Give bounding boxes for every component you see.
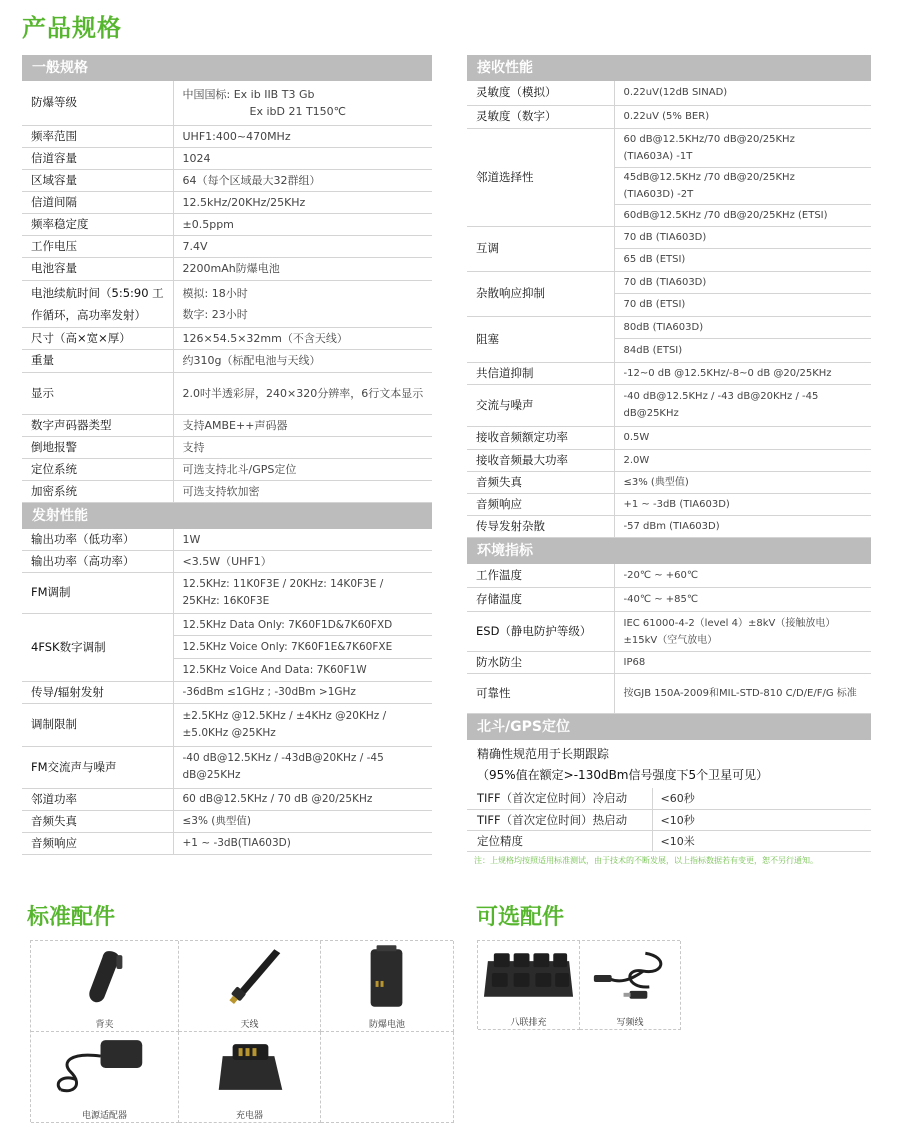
spec-label: 邻道选择性 — [467, 128, 614, 226]
table-row — [22, 436, 432, 458]
spec-label: FM调制 — [22, 572, 173, 613]
table-row — [22, 81, 432, 125]
spec-value: IP68 — [614, 652, 871, 674]
table-row — [22, 703, 432, 746]
spec-value — [173, 81, 432, 125]
spec-label: TIFF（首次定位时间）热启动 — [467, 809, 652, 830]
spec-value: 2200mAh防爆电池 — [173, 257, 432, 280]
programming-cable-icon — [580, 941, 680, 1011]
spec-value-line: 中国国标: Ex ib IIB T3 Gb — [182, 87, 315, 101]
spec-value: -40 dB@12.5KHz / -43dB@20KHz / -45 dB@25KHz — [173, 746, 432, 788]
spec-label: 灵敏度（模拟） — [467, 81, 614, 105]
spec-label: 杂散响应抑制 — [467, 271, 614, 316]
spec-value-line: 12.5KHz Voice Only: 7K60F1E&7K60FXE — [174, 636, 433, 659]
spec-value: 7.4V — [173, 235, 432, 257]
table-row — [22, 613, 432, 681]
table-row — [22, 372, 432, 414]
spec-label: 倒地报警 — [22, 436, 173, 458]
spec-value: -57 dBm (TIA603D) — [614, 515, 871, 537]
optional-accessories-grid — [477, 940, 680, 1029]
spec-value: 可选支持软加密 — [173, 480, 432, 502]
spec-value: <10米 — [652, 830, 871, 851]
accessory-antenna — [179, 941, 321, 1032]
table-row — [22, 746, 432, 788]
table-row — [467, 788, 871, 809]
accessory-battery — [321, 941, 454, 1032]
spec-value: 12.5kHz/20KHz/25KHz — [173, 191, 432, 213]
spec-value: -40 dB@12.5KHz / -43 dB@20KHz / -45 dB@25KHz — [614, 384, 871, 426]
spec-value-line: 模拟: 18小时 — [182, 286, 248, 300]
spec-value-line: 70 dB (TIA603D) — [615, 227, 872, 249]
table-row — [22, 681, 432, 703]
spec-value: <10秒 — [652, 809, 871, 830]
table-row — [467, 271, 871, 316]
spec-label: 共信道抑制 — [467, 362, 614, 384]
spec-value-line: 60 dB@12.5KHz/70 dB@20/25KHz (TIA603A) -1T — [615, 129, 872, 168]
belt-clip-icon — [31, 941, 178, 1011]
table-row — [467, 426, 871, 449]
spec-label: 互调 — [467, 226, 614, 271]
spec-label: 数字声码器类型 — [22, 414, 173, 436]
table-row — [467, 809, 871, 830]
table-row — [467, 105, 871, 128]
spec-value — [173, 613, 432, 681]
spec-value-line: 数字: 23小时 — [182, 307, 248, 321]
accessory-power-adapter — [31, 1032, 179, 1123]
spec-value — [614, 226, 871, 271]
table-row — [467, 362, 871, 384]
spec-label: 音频失真 — [22, 810, 173, 832]
environment-specs-heading: 环境指标 — [467, 538, 871, 564]
accessory-charger — [179, 1032, 321, 1123]
spec-value: -40℃ ~ +85℃ — [614, 588, 871, 612]
spec-value: 1W — [173, 529, 432, 551]
spec-label: 接收音频最大功率 — [467, 449, 614, 471]
spec-label: 阻塞 — [467, 316, 614, 362]
table-row — [22, 810, 432, 832]
spec-value: 1024 — [173, 147, 432, 169]
table-row — [22, 257, 432, 280]
optional-accessories-title: 可选配件 — [476, 905, 565, 930]
spec-value: 64（每个区域最大32群组） — [173, 169, 432, 191]
spec-label: 存储温度 — [467, 588, 614, 612]
table-row — [22, 480, 432, 502]
accessory-belt-clip — [31, 941, 179, 1032]
table-row — [467, 384, 871, 426]
left-column — [22, 55, 432, 855]
gps-specs-table — [467, 788, 871, 852]
accessory-empty-slot — [321, 1032, 454, 1123]
accessory-multi-charger — [478, 941, 580, 1030]
spec-value — [614, 128, 871, 226]
table-row — [22, 213, 432, 235]
spec-value-line: 12.5KHz Voice And Data: 7K60F1W — [182, 663, 367, 676]
table-row — [22, 191, 432, 213]
spec-label: 交流与噪声 — [467, 384, 614, 426]
general-specs-table — [22, 81, 432, 503]
table-row — [467, 493, 871, 515]
spec-label: 防爆等级 — [22, 81, 173, 125]
table-row — [22, 147, 432, 169]
spec-value: ±2.5KHz @12.5KHz / ±4KHz @20KHz / ±5.0KHz @25KHz — [173, 703, 432, 746]
table-row — [467, 564, 871, 588]
accessory-caption: 防爆电池 — [368, 1020, 405, 1030]
spec-value-line: 12.5KHz Data Only: 7K60F1D&7K60FXD — [174, 614, 433, 636]
spec-value: IEC 61000-4-2（level 4）±8kV（接触放电）±15kV（空气放电） — [614, 612, 871, 652]
page-title: 产品规格 — [22, 14, 122, 42]
spec-label: 信道容量 — [22, 147, 173, 169]
table-row — [22, 572, 432, 613]
table-row — [467, 81, 871, 105]
power-adapter-icon — [31, 1032, 178, 1102]
spec-value: 126×54.5×32mm（不含天线） — [173, 327, 432, 349]
spec-label: 音频失真 — [467, 471, 614, 493]
table-row — [467, 316, 871, 362]
accessory-caption: 八联排充 — [510, 1018, 547, 1028]
table-row — [22, 788, 432, 810]
table-row — [467, 588, 871, 612]
spec-value-line: 60dB@12.5KHz /70 dB@20/25KHz (ETSI) — [623, 209, 828, 221]
spec-value: 0.22uV (5% BER) — [614, 105, 871, 128]
table-row — [22, 125, 432, 147]
spec-label: 音频响应 — [467, 493, 614, 515]
spec-label: ESD（静电防护等级） — [467, 612, 614, 652]
spec-label: 传导/辐射发射 — [22, 681, 173, 703]
spec-label: 电池续航时间（5:5:90 工作循环，高功率发射） — [22, 280, 173, 327]
spec-value: <60秒 — [652, 788, 871, 809]
spec-label: 接收音频额定功率 — [467, 426, 614, 449]
spec-label: 音频响应 — [22, 832, 173, 854]
antenna-icon — [179, 941, 320, 1011]
spec-label: 频率稳定度 — [22, 213, 173, 235]
spec-value-line: Ex ibD 21 T150℃ — [249, 104, 347, 118]
table-row — [467, 128, 871, 226]
table-row — [22, 280, 432, 327]
accessory-caption: 天线 — [240, 1020, 259, 1030]
receive-specs-heading: 接收性能 — [467, 55, 871, 81]
transmit-specs-table — [22, 529, 432, 855]
spec-label: 传导发射杂散 — [467, 515, 614, 537]
table-row — [467, 674, 871, 714]
table-row — [467, 226, 871, 271]
charger-icon — [179, 1032, 320, 1102]
right-column — [467, 55, 871, 852]
spec-label: 加密系统 — [22, 480, 173, 502]
gps-specs-heading: 北斗/GPS定位 — [467, 714, 871, 740]
spec-label: 区域容量 — [22, 169, 173, 191]
spec-value: +1 ~ -3dB (TIA603D) — [614, 493, 871, 515]
spec-value-line: 80dB (TIA603D) — [615, 317, 872, 339]
spec-value: +1 ~ -3dB(TIA603D) — [173, 832, 432, 854]
spec-label: 灵敏度（数字） — [467, 105, 614, 128]
spec-value: -20℃ ~ +60℃ — [614, 564, 871, 588]
table-row — [22, 529, 432, 551]
spec-label: 输出功率（低功率） — [22, 529, 173, 551]
table-row — [467, 612, 871, 652]
spec-value: -36dBm ≤1GHz ; -30dBm >1GHz — [173, 681, 432, 703]
table-row — [22, 235, 432, 257]
accessory-programming-cable — [580, 941, 681, 1030]
spec-label: 输出功率（高功率） — [22, 550, 173, 572]
spec-label: 工作温度 — [467, 564, 614, 588]
environment-specs-table — [467, 564, 871, 715]
table-row — [467, 471, 871, 493]
spec-label: 调制限制 — [22, 703, 173, 746]
table-row — [467, 830, 871, 851]
spec-value — [173, 280, 432, 327]
spec-value: 支持 — [173, 436, 432, 458]
spec-label: TIFF（首次定位时间）冷启动 — [467, 788, 652, 809]
accessory-caption: 写频线 — [616, 1018, 644, 1028]
spec-label: 显示 — [22, 372, 173, 414]
spec-value — [614, 271, 871, 316]
spec-label: 尺寸（高×宽×厚） — [22, 327, 173, 349]
spec-value: UHF1:400~470MHz — [173, 125, 432, 147]
spec-value-line: 70 dB (ETSI) — [623, 298, 686, 310]
spec-value-line: 65 dB (ETSI) — [623, 253, 686, 265]
accessory-caption: 背夹 — [95, 1020, 114, 1030]
spec-label: 4FSK数字调制 — [22, 613, 173, 681]
table-row — [22, 169, 432, 191]
spec-label: 定位系统 — [22, 458, 173, 480]
spec-label: 工作电压 — [22, 235, 173, 257]
accessory-caption: 充电器 — [235, 1111, 263, 1121]
spec-label: 邻道功率 — [22, 788, 173, 810]
receive-specs-table — [467, 81, 871, 538]
accessory-caption: 电源适配器 — [81, 1111, 127, 1121]
multi-charger-icon — [478, 941, 579, 1011]
spec-value: 0.22uV(12dB SINAD) — [614, 81, 871, 105]
spec-label: 电池容量 — [22, 257, 173, 280]
general-specs-heading: 一般规格 — [22, 55, 432, 81]
table-row — [22, 832, 432, 854]
spec-value: 2.0W — [614, 449, 871, 471]
table-row — [22, 550, 432, 572]
spec-value: 60 dB@12.5KHz / 70 dB @20/25KHz — [173, 788, 432, 810]
table-row — [22, 349, 432, 372]
table-row — [467, 449, 871, 471]
spec-value: 约310g（标配电池与天线） — [173, 349, 432, 372]
spec-value: 可选支持北斗/GPS定位 — [173, 458, 432, 480]
spec-value: 2.0吋半透彩屏，240×320分辨率，6行文本显示 — [173, 372, 432, 414]
spec-label: 定位精度 — [467, 830, 652, 851]
spec-value-line: 45dB@12.5KHz /70 dB@20/25KHz (TIA603D) -2T — [615, 168, 872, 205]
spec-label: 重量 — [22, 349, 173, 372]
spec-value-line: 70 dB (TIA603D) — [615, 272, 872, 294]
transmit-specs-heading: 发射性能 — [22, 503, 432, 529]
spec-value — [614, 316, 871, 362]
table-row — [22, 458, 432, 480]
spec-value: 按GJB 150A-2009和MIL-STD-810 C/D/E/F/G 标准 — [614, 674, 871, 714]
spec-label: 防水防尘 — [467, 652, 614, 674]
spec-value: 0.5W — [614, 426, 871, 449]
spec-value: ≤3% (典型值) — [614, 471, 871, 493]
spec-value: ±0.5ppm — [173, 213, 432, 235]
spec-value: -12~0 dB @12.5KHz/-8~0 dB @20/25KHz — [614, 362, 871, 384]
table-row — [22, 414, 432, 436]
spec-value: 12.5KHz: 11K0F3E / 20KHz: 14K0F3E / 25KHz: 16K0F3E — [173, 572, 432, 613]
standard-accessories-grid — [30, 940, 453, 1122]
spec-value: <3.5W（UHF1） — [173, 550, 432, 572]
table-row — [467, 652, 871, 674]
standard-accessories-title: 标准配件 — [27, 905, 116, 930]
gps-description — [467, 740, 871, 786]
table-row — [22, 327, 432, 349]
gps-text-line: 精确性规范用于长期跟踪 — [477, 747, 610, 761]
spec-label: 可靠性 — [467, 674, 614, 714]
spec-label: 频率范围 — [22, 125, 173, 147]
spec-label: 信道间隔 — [22, 191, 173, 213]
footnote: 注：上规格均按照适用标准测试，由于技术的不断发展，以上指标数据若有变更，恕不另行通知。 — [474, 856, 818, 865]
spec-value: ≤3% (典型值) — [173, 810, 432, 832]
spec-value: 支持AMBE++声码器 — [173, 414, 432, 436]
spec-value-line: 84dB (ETSI) — [623, 344, 683, 356]
spec-label: FM交流声与噪声 — [22, 746, 173, 788]
gps-text-line: （95%值在额定>-130dBm信号强度下5个卫星可见） — [477, 768, 769, 782]
battery-icon — [321, 941, 453, 1011]
table-row — [467, 515, 871, 537]
